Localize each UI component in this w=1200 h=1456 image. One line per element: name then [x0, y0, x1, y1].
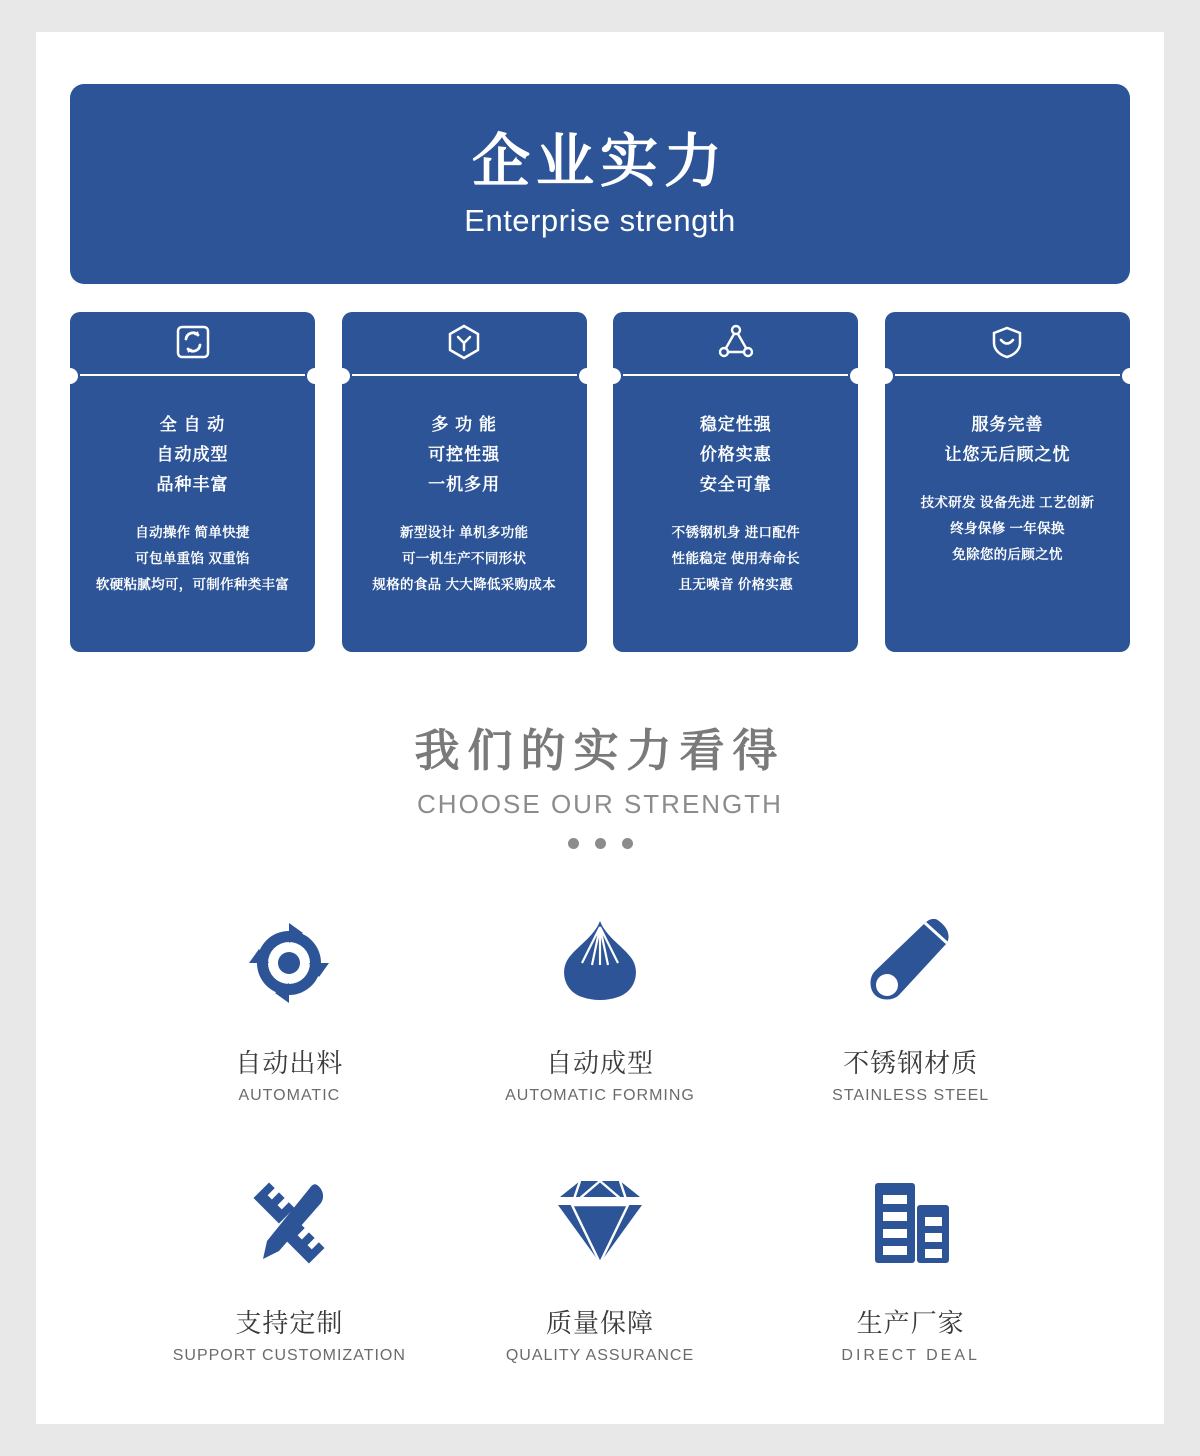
card-header [885, 312, 1130, 376]
factory-building-icon [855, 1163, 967, 1283]
feature-label-en: DIRECT DEAL [841, 1347, 980, 1364]
feature-label-cn: 生产厂家 [856, 1308, 965, 1338]
card-title [356, 410, 573, 500]
card-subtext [899, 490, 1116, 568]
pen-ruler-icon [229, 1163, 349, 1283]
feature-card [613, 312, 858, 652]
card-sub-line: 软硬粘腻均可，可制作种类丰富 [95, 577, 290, 592]
feature-icon-grid [64, 903, 1136, 1365]
card-title [84, 410, 301, 500]
content-sheet [36, 32, 1164, 1424]
card-sub-line: 终身保修 一年保换 [950, 521, 1065, 536]
feature-card [70, 312, 315, 652]
card-notch-right [579, 368, 595, 384]
feature-item [755, 903, 1066, 1105]
feature-label-cn: 不锈钢材质 [843, 1048, 979, 1078]
card-body [613, 376, 858, 652]
section-title-en: CHOOSE OUR STRENGTH [417, 789, 783, 819]
feature-item [445, 903, 756, 1105]
card-sub-line: 自动操作 简单快捷 [135, 525, 250, 540]
dot-icon [568, 838, 579, 849]
molecule-node-icon [713, 319, 759, 370]
card-sub-line: 性能稳定 使用寿命长 [671, 551, 800, 566]
card-title [627, 410, 844, 500]
section-title-cn: 我们的实力看得 [414, 725, 786, 776]
card-header [70, 312, 315, 376]
dot-icon [595, 838, 606, 849]
steel-roller-icon [855, 903, 967, 1023]
banner-title-cn: 企业实力 [471, 128, 728, 194]
decorative-dots [64, 838, 1136, 849]
feature-label-en: SUPPORT CUSTOMIZATION [172, 1347, 406, 1364]
section-heading [64, 714, 1136, 849]
smile-shield-icon [984, 319, 1030, 370]
feature-label-en: STAINLESS STEEL [832, 1087, 990, 1104]
card-sub-line: 规格的食品 大大降低采购成本 [372, 577, 556, 592]
card-title [899, 410, 1116, 470]
card-sub-line: 不锈钢机身 进口配件 [671, 525, 800, 540]
hexagon-y-icon [441, 319, 487, 370]
feature-label-cn: 自动出料 [235, 1048, 344, 1078]
feature-item [134, 903, 445, 1105]
card-notch-left [877, 368, 893, 384]
feature-label-cn: 质量保障 [545, 1308, 654, 1338]
feature-card [885, 312, 1130, 652]
card-sub-line: 新型设计 单机多功能 [400, 525, 529, 540]
header-banner [70, 84, 1130, 284]
card-header [342, 312, 587, 376]
banner-title-en: Enterprise strength [464, 203, 736, 239]
card-notch-left [62, 368, 78, 384]
card-notch-right [307, 368, 323, 384]
card-title-line: 让您无后顾之忧 [944, 445, 1071, 464]
card-title-line: 一机多用 [428, 475, 501, 494]
feature-item [755, 1163, 1066, 1365]
card-title-line: 可控性强 [428, 445, 501, 464]
card-notch-right [1122, 368, 1138, 384]
card-subtext [356, 520, 573, 598]
diamond-icon [538, 1163, 662, 1283]
dot-icon [622, 838, 633, 849]
feature-item [445, 1163, 756, 1365]
feature-label-cn: 自动成型 [545, 1048, 654, 1078]
card-subtext [84, 520, 301, 598]
card-notch-left [334, 368, 350, 384]
feature-label-cn: 支持定制 [235, 1308, 344, 1338]
card-title-line: 品种丰富 [156, 475, 229, 494]
card-sub-line: 可包单重馅 双重馅 [135, 551, 250, 566]
card-header [613, 312, 858, 376]
card-body [885, 376, 1130, 652]
card-title-line: 自动成型 [156, 445, 229, 464]
card-title-line: 稳定性强 [699, 415, 772, 434]
feature-label-en: QUALITY ASSURANCE [505, 1347, 695, 1364]
card-sub-line: 且无噪音 价格实惠 [678, 577, 794, 592]
feature-card-list [64, 312, 1136, 652]
rotating-arrows-icon [233, 903, 345, 1023]
card-body [70, 376, 315, 652]
card-sub-line: 免除您的后顾之忧 [952, 547, 1063, 562]
feature-item [134, 1163, 445, 1365]
card-sub-line: 技术研发 设备先进 工艺创新 [920, 495, 1095, 510]
card-subtext [627, 520, 844, 598]
feature-label-en: AUTOMATIC [238, 1087, 341, 1104]
card-title-line: 多 功 能 [431, 415, 497, 434]
card-title-line: 安全可靠 [699, 475, 772, 494]
card-body [342, 376, 587, 652]
card-notch-right [850, 368, 866, 384]
feature-card [342, 312, 587, 652]
card-title-line: 服务完善 [971, 415, 1044, 434]
card-title-line: 全 自 动 [159, 415, 226, 434]
card-sub-line: 可一机生产不同形状 [402, 551, 527, 566]
card-title-line: 价格实惠 [699, 445, 772, 464]
feature-label-en: AUTOMATIC FORMING [505, 1087, 695, 1104]
bun-dumpling-icon [540, 903, 660, 1023]
refresh-cycle-icon [170, 319, 216, 370]
